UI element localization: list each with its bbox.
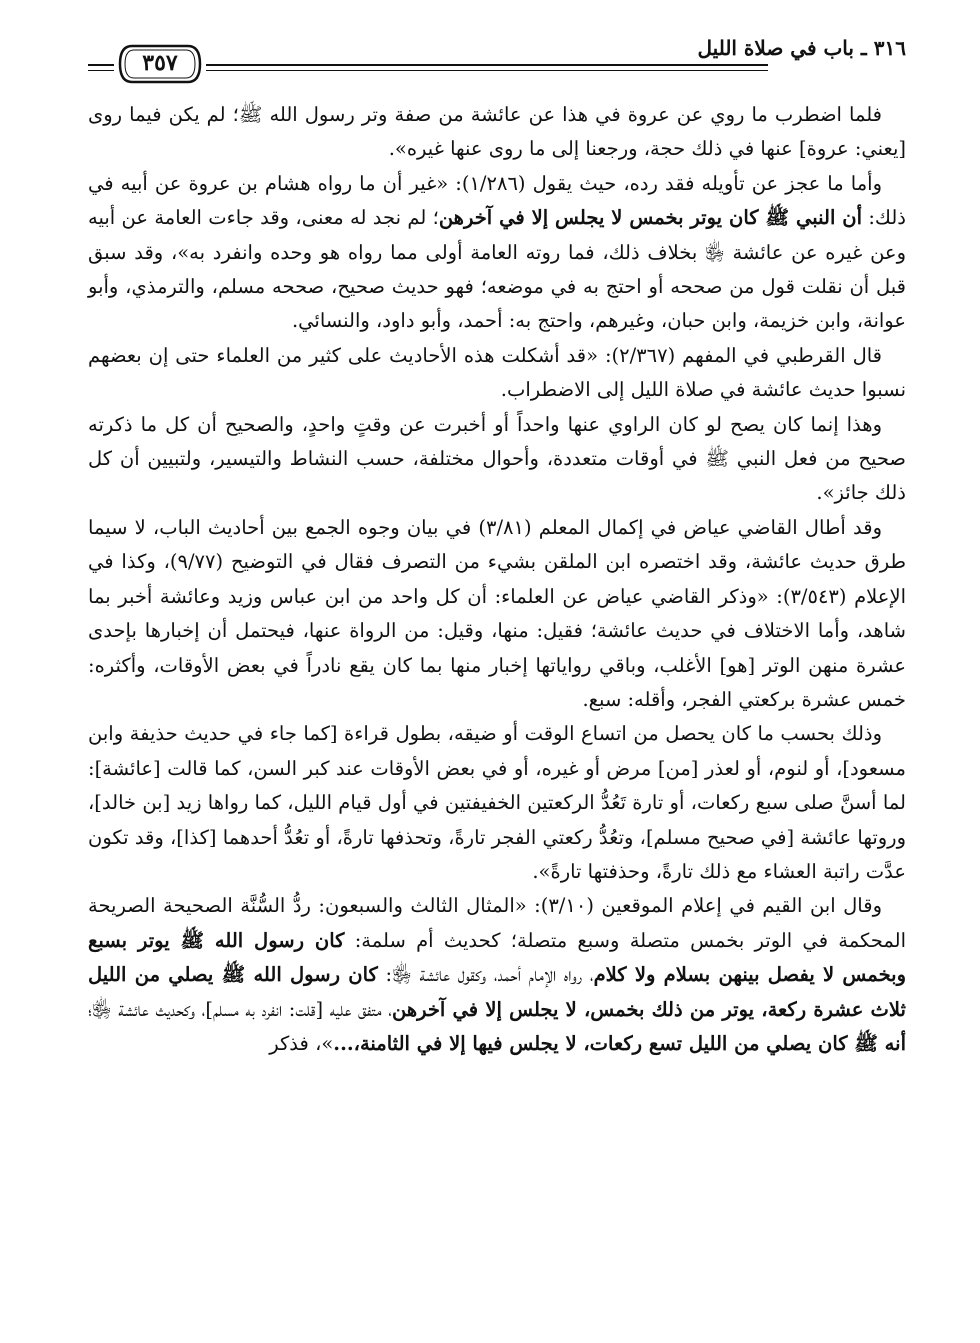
paragraph-p5: وقد أطال القاضي عياض في إكمال المعلم (٣/٨١) في بيان وجوه الجمع بين أحاديث الباب، لا سيما طرق حديث عائشة، وقد اختصره ابن الملقن بشيء من التصرف فقال في التوضيح (٩/٧٧)، وكذا في الإعلام (٣/٥٤٣): «وذكر القاضي عياض عن العلماء: أن كل واحد من ابن عباس وزيد وعائشة أخبر بما شاهد، وأما الاختلاف في حديث عائشة؛ فقيل: منها، وقيل: من الرواة عنها، فيحتمل أن إخبارها بإحدى عشرة منهن الوتر [هو] الأغلب، وباقي رواياتها إخبار منها بما كان يقع نادراً في بعض الأوقات، وأكثره: خمس عشرة بركعتي الفجر، وأقله: سبع. bbox=[88, 515, 906, 711]
chapter-title: ٣١٦ ـ باب في صلاة الليل bbox=[697, 36, 906, 60]
paragraph-text: ، رواه الإمام أحمد، وكقول عائشة ﵂: bbox=[377, 963, 594, 987]
header-rule bbox=[88, 70, 114, 71]
paragraph-text: »، فذكر bbox=[269, 1031, 334, 1055]
header-rule bbox=[206, 64, 768, 66]
paragraph-p4: وهذا إنما كان يصح لو كان الراوي عنها واحداً أو أخبرت عن وقتٍ واحدٍ، والصحيح أن كل ما ذكرته صحيح من فعل النبي ﷺ في أوقات متعددة، وأحوال مختلفة، حسب النشاط والتيسير، ولتبيين أن كل ذلك جائز». bbox=[88, 412, 906, 505]
hadith-quote: كان رسول الله ﷺ يصلي من الليل ثلاث عشرة ركعة، يوتر من ذلك بخمس، لا يجلس إلا في آخرهن bbox=[88, 963, 906, 1021]
hadith-quote: أنه ﷺ كان يصلي من الليل تسع ركعات، لا يجلس فيها إلا في الثامنة،... bbox=[333, 1031, 906, 1055]
paragraph-text: ، متفق عليه [قلت: انفرد به مسلم]، وكحديث عائشة ﵂؛ bbox=[88, 997, 392, 1021]
page-number: ٣٥٧ bbox=[142, 50, 178, 76]
page-header bbox=[88, 22, 906, 92]
paragraph-p6: وذلك بحسب ما كان يحصل من اتساع الوقت أو ضيقه، بطول قراءة [كما جاء في حديث حذيفة وابن مسعود]، أو لنوم، أو لعذر [من] مرض أو غيره، أو في بعض الأوقات عند كبر السن، كما قالت [عائشة]: لما أسنَّ صلى سبع ركعات، أو تارة تَعُدُّ الركعتين الخفيفتين في أول قيام الليل، كما رواها زيد [بن خالد]، وروتها عائشة [في صحيح مسلم]، وتعُدُّ ركعتي الفجر تارةً، وتحذفها تارةً، أو تعُدُّ أحدهما [كذا]، وقد تكون عدَّت راتبة العشاء مع ذلك تارةً، وحذفتها تارةً». bbox=[88, 722, 906, 883]
paragraph-p2 bbox=[88, 167, 906, 339]
paragraph-p1: فلما اضطرب ما روي عن عروة في هذا عن عائشة من صفة وتر رسول الله ﷺ؛ لم يكن فيما روى [يعني: عروة] عنها في ذلك حجة، ورجعنا إلى ما روى عنها غيره». bbox=[88, 103, 906, 161]
paragraph-p7 bbox=[88, 889, 906, 1061]
paragraph-text: ؛ لم نجد له معنى، وقد جاءت العامة عن أبيه وعن غيره عن عائشة ﵂ بخلاف ذلك، فما روته العامة أولى مما رواه هو وحده وانفرد به»، وقد سبق قبل أن نقلت قول من صححه أو احتج به في موضعه؛ فهو حديث صحيح، صححه مسلم، والترمذي، وأبو عوانة، وابن خزيمة، وابن حبان، وغيرهم، واحتج به: أحمد، وأبو داود، والنسائي. bbox=[88, 206, 906, 333]
paragraph-text: وأما ما عجز عن تأويله فقد رده، حيث يقول (١/٢٨٦): «غير أن ما رواه هشام بن عروة عن أبيه في ذلك: bbox=[88, 171, 906, 230]
page-number-badge bbox=[118, 44, 202, 84]
hadith-quote: كان رسول الله ﷺ يوتر بسبع وبخمس لا يفصل بينهن بسلام ولا كلام bbox=[88, 928, 906, 987]
header-rule bbox=[88, 64, 114, 66]
book-page bbox=[88, 22, 906, 1322]
header-rule bbox=[206, 70, 768, 71]
hadith-quote: أن النبي ﷺ كان يوتر بخمس لا يجلس إلا في آخرهن bbox=[438, 206, 863, 230]
paragraph-text: وقال ابن القيم في إعلام الموقعين (٣/١٠): «المثال الثالث والسبعون: ردُّ السُّنَّة الصحيحة الصريحة المحكمة في الوتر بخمس متصلة وسبع متصلة؛ كحديث أم سلمة: bbox=[88, 894, 906, 952]
paragraph-p3: قال القرطبي في المفهم (٢/٣٦٧): «قد أشكلت هذه الأحاديث على كثير من العلماء حتى إن بعضهم نسبوا حديث عائشة في صلاة الليل إلى الاضطراب. bbox=[88, 343, 906, 402]
body-text bbox=[88, 98, 906, 1061]
